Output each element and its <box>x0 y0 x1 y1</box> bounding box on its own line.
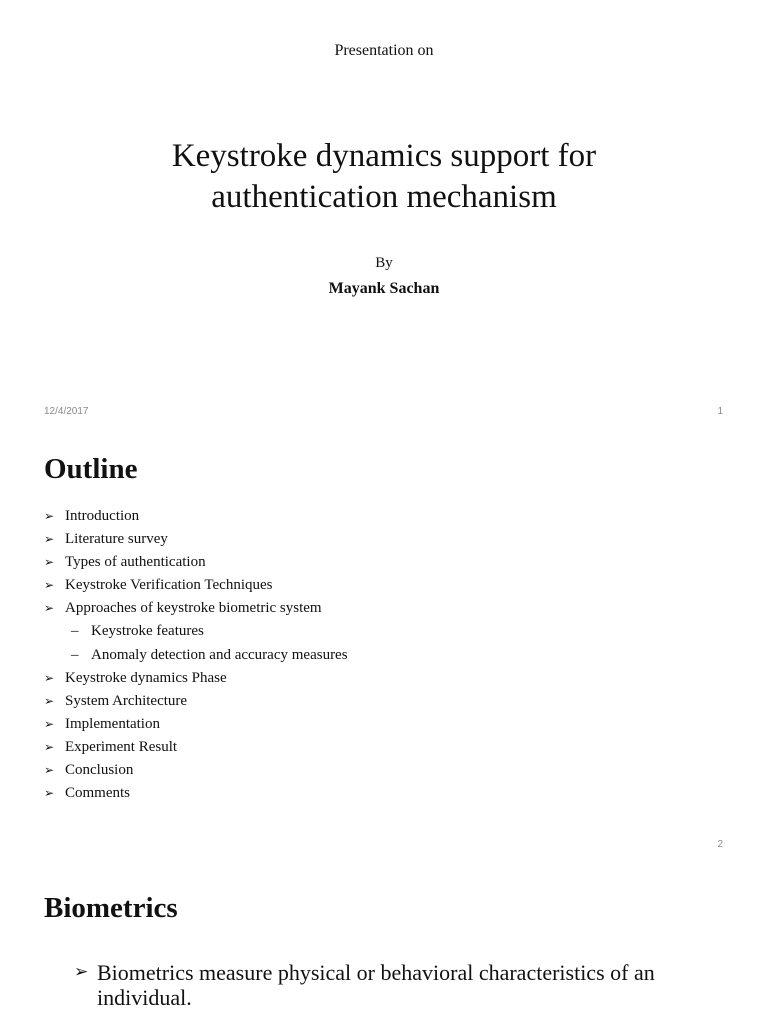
list-item-label: Approaches of keystroke biometric system <box>65 600 322 617</box>
arrow-bullet-icon: ➢ <box>44 509 55 523</box>
list-item <box>44 597 348 620</box>
list-item <box>44 620 348 643</box>
outline-list <box>44 505 348 805</box>
list-item <box>44 667 348 690</box>
list-item-label: Types of authentication <box>65 554 206 571</box>
list-item-label: Keystroke Verification Techniques <box>65 577 273 594</box>
list-item-label: Keystroke dynamics Phase <box>65 669 227 686</box>
presentation-on-label: Presentation on <box>334 42 434 59</box>
list-item <box>44 551 348 574</box>
bullet-text: Biometrics measure physical or behavioral characteristics of an individual. <box>97 960 655 1010</box>
title-line-1: Keystroke dynamics support for <box>171 138 597 174</box>
page-number: 2 <box>717 839 723 850</box>
list-item <box>44 713 348 736</box>
presentation-title <box>0 136 768 218</box>
biometrics-heading: Biometrics <box>44 892 178 924</box>
list-item-label: Anomaly detection and accuracy measures <box>91 646 348 663</box>
list-item <box>44 736 348 759</box>
slide-date: 12/4/2017 <box>44 406 89 417</box>
arrow-bullet-icon: ➢ <box>44 578 55 593</box>
arrow-bullet-icon: ➢ <box>44 670 55 685</box>
list-item <box>44 505 348 528</box>
title-slide <box>0 0 768 430</box>
arrow-bullet-icon: ➢ <box>44 555 55 570</box>
list-item-label: Keystroke features <box>91 623 204 640</box>
arrow-bullet-icon: ➢ <box>44 716 55 731</box>
arrow-bullet-icon: ➢ <box>74 962 89 982</box>
list-item <box>44 690 348 713</box>
list-item-label: Literature survey <box>65 531 168 548</box>
list-item <box>44 644 348 667</box>
list-item <box>44 782 348 805</box>
arrow-bullet-icon: ➢ <box>44 532 55 547</box>
dash-bullet-icon: – <box>71 623 79 640</box>
arrow-bullet-icon: ➢ <box>44 786 55 801</box>
author-name: Mayank Sachan <box>328 280 440 297</box>
outline-heading: Outline <box>44 453 138 485</box>
list-item-label: Comments <box>65 785 131 802</box>
list-item <box>74 960 714 1010</box>
dash-bullet-icon: – <box>71 646 79 663</box>
by-label: By <box>375 255 393 271</box>
title-line-2: authentication mechanism <box>211 179 557 215</box>
arrow-bullet-icon: ➢ <box>44 763 55 778</box>
list-item <box>44 528 348 551</box>
list-item <box>44 759 348 782</box>
list-item-label: System Architecture <box>65 692 188 709</box>
page-number: 1 <box>717 406 723 417</box>
list-item <box>44 574 348 597</box>
arrow-bullet-icon: ➢ <box>44 739 55 754</box>
list-item-label: Introduction <box>65 508 140 524</box>
list-item-label: Implementation <box>65 715 160 732</box>
arrow-bullet-icon: ➢ <box>44 601 55 616</box>
list-item-label: Experiment Result <box>65 738 178 755</box>
list-item-label: Conclusion <box>65 762 134 779</box>
arrow-bullet-icon: ➢ <box>44 693 55 708</box>
